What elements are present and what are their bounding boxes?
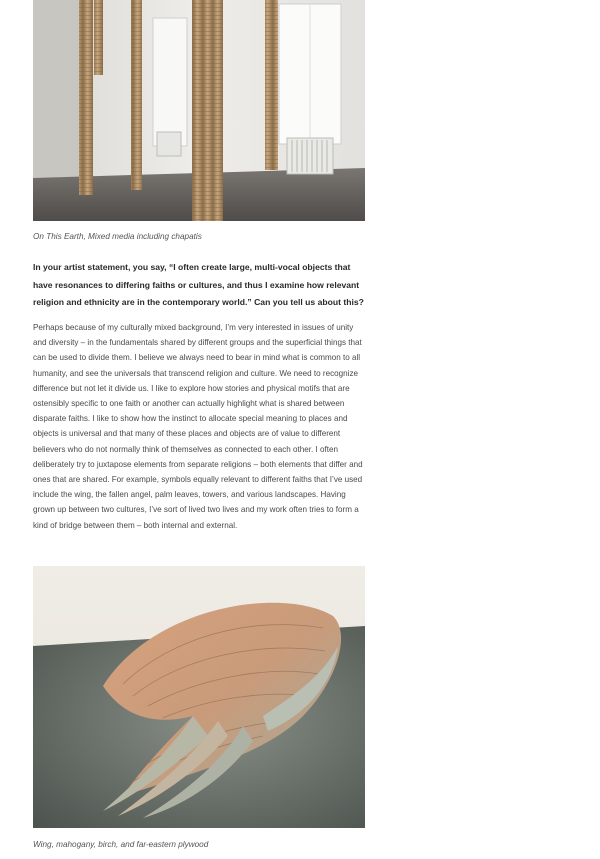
installation-photo <box>33 0 365 221</box>
answer-section <box>33 320 365 533</box>
figure-caption-2: Wing, mahogany, birch, and far-eastern plywood <box>33 840 209 849</box>
interview-section <box>33 259 365 312</box>
wing-sculpture-photo <box>33 566 365 828</box>
figure-caption: On This Earth, Mixed media including chapatis <box>33 232 202 241</box>
interview-answer: Perhaps because of my culturally mixed background, I’m very interested in issues of unity and diversity – in the fundamentals shared by different groups and the superficial things that can be used to divide them. I believe we always need to bear in mind what is common to all humanity, and see the universals that transcend religion and culture. We need to recognize difference but not let it divide us. I like to explore how stories and physical motifs that are ostensibly specific to one faith or another can actually highlight what is shared between disparate faiths. I like to show how the instinct to allocate special meaning to places and objects is universal and that many of these places and objects are of value to different believers who do not normally think of themselves as connected to each other. I often deliberately try to juxtapose elements from separate religions – both elements that differ and ones that are shared. For example, symbols equally relevant to different faiths that I’ve used include the wing, the fallen angel, palm leaves, towers, and various landscapes. Having grown up between two cultures, I’ve sort of lived two lives and my work often tries to form a kind of bridge between them – both internal and external. <box>33 323 363 530</box>
interview-question: In your artist statement, you say, “I often create large, multi-vocal objects that have resonances to differing faiths or cultures, and thus I examine how relevant religion and ethnicity are in the contemporary world.” Can you tell us about this? <box>33 262 364 307</box>
